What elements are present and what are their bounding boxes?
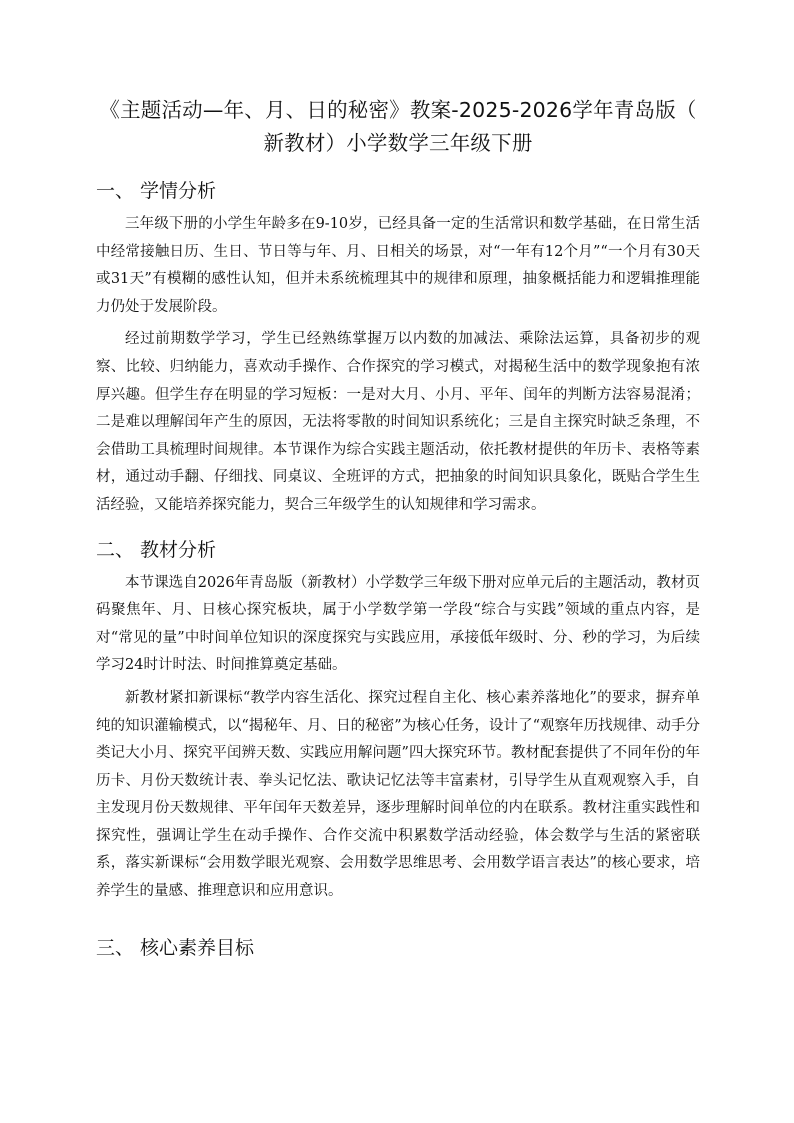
section-heading: 三、 核心素养目标 [96, 936, 255, 959]
document-title-line-2: 新教材）小学数学三年级下册 [263, 131, 533, 155]
document-title [96, 94, 700, 160]
paragraph: 本节课选自2026年青岛版（新教材）小学数学三年级下册对应单元后的主题活动，教材页码聚焦年、月、日核心探究板块，属于小学数学第一学段“综合与实践”领域的重点内容，是对“常见的量”中时间单位知识的深度探究与实践应用，承接低年级时、分、秒的学习，为后续学习24时计时法、时间推算奠定基础。 [96, 574, 700, 674]
section-heading: 二、 教材分析 [96, 538, 217, 561]
paragraph: 新教材紧扣新课标“教学内容生活化、探究过程自主化、核心素养落地化”的要求，摒弃单纯的知识灌输模式，以“揭秘年、月、日的秘密”为核心任务，设计了“观察年历找规律、动手分类记大小月、探究平闰辨天数、实践应用解问题”四大探究环节。教材配套提供了不同年份的年历卡、月份天数统计表、拳头记忆法、歌诀记忆法等丰富素材，引导学生从直观观察入手，自主发现月份天数规律、平年闰年天数差异，逐步理解时间单位的内在联系。教材注重实践性和探究性，强调让学生在动手操作、合作交流中积累数学活动经验，体会数学与生活的紧密联系，落实新课标“会用数学眼光观察、会用数学思维思考、会用数学语言表达”的核心要求，培养学生的量感、推理意识和应用意识。 [96, 689, 700, 900]
section-heading: 一、 学情分析 [96, 180, 217, 202]
section-student-analysis [96, 176, 700, 520]
document-title-line-1: 《主题活动—年、月、日的秘密》教案-2025-2026学年青岛版（ [99, 98, 697, 122]
paragraph: 经过前期数学学习，学生已经熟练掌握万以内数的加减法、乘除法运算，具备初步的观察、比较、归纳能力，喜欢动手操作、合作探究的学习模式，对揭秘生活中的数学现象抱有浓厚兴趣。但学生存在明显的学习短板：一是对大月、小月、平年、闰年的判断方法容易混淆；二是难以理解闰年产生的原因，无法将零散的时间知识系统化；三是自主探究时缺乏条理，不会借助工具梳理时间规律。本节课作为综合实践主题活动，依托教材提供的年历卡、表格等素材，通过动手翻、仔细找、同桌议、全班评的方式，把抽象的时间知识具象化，既贴合学生生活经验，又能培养探究能力，契合三年级学生的认知规律和学习需求。 [96, 331, 700, 513]
section-textbook-analysis [96, 535, 700, 906]
section-core-literacy-goals [96, 933, 700, 963]
paragraph: 三年级下册的小学生年龄多在9-10岁，已经具备一定的生活常识和数学基础，在日常生活中经常接触日历、生日、节日等与年、月、日相关的场景，对“一年有12个月”“一个月有30天或31天”有模糊的感性认知，但并未系统梳理其中的规律和原理，抽象概括能力和逻辑推理能力仍处于发展阶段。 [96, 216, 700, 315]
